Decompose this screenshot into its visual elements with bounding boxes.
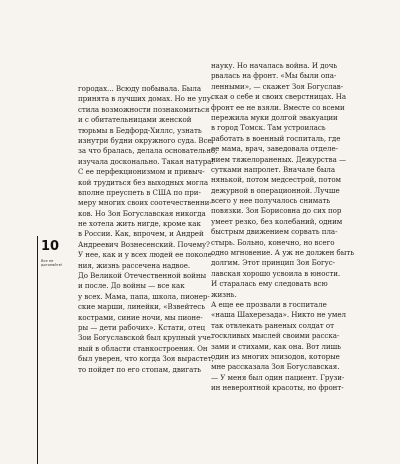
text-line: так отвлекать раненых солдат от [211, 320, 334, 330]
text-line: одно мгновение. А уж не должен быть [211, 248, 355, 258]
text-line: изучала досконально. Такая натура! [78, 156, 215, 166]
running-head-line: Все не [41, 259, 54, 263]
text-line: ленными», — скажет Зоя Богуслав- [211, 81, 344, 91]
text-line: вполне преуспеть в США по при- [78, 187, 201, 197]
text-line: умеет резко, без колебаний, одним [211, 216, 343, 226]
text-line: ков. Но Зоя Богуславская никогда [78, 208, 206, 218]
text-line: жизнь. [211, 289, 237, 299]
text-line: рвалась на фронт. «Мы были опа- [211, 71, 337, 81]
page-number: 10 [41, 239, 60, 254]
text-line: долгим. Этот принцип Зоя Богус- [211, 258, 336, 268]
text-line: А еще ее прозвали в госпитале [211, 299, 327, 309]
text-line: не хотела жить нигде, кроме как [78, 219, 201, 229]
text-line: в России. Как, впрочем, и Андрей [78, 229, 204, 239]
text-line: До Великой Отечественной войны [78, 271, 207, 281]
text-line: ры — дети рабочих». Кстати, отец [78, 322, 205, 332]
text-line: у всех. Мама, папа, школа, пионер- [78, 291, 210, 301]
text-line: науку. Но началась война. И дочь [211, 61, 338, 70]
text-line: то пойдет по его стопам, двигать [78, 364, 201, 374]
text-line: кострами, синие ночи, мы пионе- [78, 312, 203, 322]
text-line: в город Томск. Там устроилась [211, 123, 326, 133]
text-line: пережила муки долгой эвакуации [211, 112, 338, 122]
text-line: С ее перфекционизмом и привыч- [78, 167, 205, 177]
running-head [41, 259, 67, 268]
running-head-line: догоняйте! [41, 263, 63, 268]
text-line: меру многих своих соотечественни- [78, 198, 212, 208]
text-line: И старалась ему следовать всю [211, 279, 328, 289]
text-line: ный в области станкостроения. Он [78, 343, 208, 353]
text-line: нием тяжелораненых. Дежурства — [211, 154, 347, 164]
text-line: работать в военный госпиталь, где [211, 133, 341, 143]
text-line: фронт ее не взяли. Вместе со всеми [211, 102, 345, 112]
text-line: один из многих эпизодов, которые [211, 351, 340, 361]
margin-rule [37, 236, 38, 464]
text-line: кой трудиться без выходных могла [78, 177, 209, 187]
text-line: мне рассказала Зоя Богуславская. [211, 362, 340, 372]
text-line: зами и стихами, как она. Вот лишь [211, 341, 341, 351]
text-line: принята в лучших домах. Но не упу- [78, 94, 214, 104]
text-line: стила возможности познакомиться [78, 104, 210, 114]
text-line: и с обитательницами женской [78, 115, 192, 125]
text-line: городах... Всюду побывала. Была [78, 84, 202, 93]
text-line: изнутри будни окружного суда. Все, [78, 135, 214, 145]
text-line: быстрым движением сорвать пла- [211, 227, 338, 237]
text-line: «наша Шахерезада». Никто не умел [211, 310, 346, 320]
text-line: ские марши, линейки, «Взвейтесь [78, 302, 206, 312]
text-line: был уверен, что когда Зоя вырастет, [78, 354, 214, 364]
text-line: нянькой, потом медсестрой, потом [211, 175, 342, 185]
text-line: лавская хорошо усвоила в юности. [211, 268, 341, 278]
right-text-column [211, 61, 359, 394]
text-line: Зои Богуславской был крупный уче- [78, 333, 214, 343]
text-line: стырь. Больно, конечно, но всего [211, 237, 335, 247]
text-line: У нее, как и у всех людей ее поколе- [78, 250, 215, 260]
text-line: Андреевич Вознесенский. Почему? [78, 239, 210, 249]
text-line: ее мама, врач, заведовала отделе- [211, 144, 338, 154]
text-line: тоскливых мыслей своими расска- [211, 331, 340, 341]
text-line: ин невероятной красоты, но фронт- [211, 383, 344, 393]
text-line: ская о себе и своих сверстницах. На [211, 92, 347, 102]
left-text-column [78, 84, 218, 375]
text-line: за что бралась, делала основательно, [78, 146, 218, 156]
text-line: — У меня был один пациент. Грузи- [211, 372, 345, 382]
text-line: сутками напролет. Вначале была [211, 164, 336, 174]
text-line: дежурной в операционной. Лучше [211, 185, 340, 195]
text-line: ния, жизнь рассечена надвое. [78, 260, 191, 270]
text-line: повязки. Зоя Борисовна до сих пор [211, 206, 342, 216]
text-line: всего у нее получалось снимать [211, 196, 331, 206]
text-line: тюрьмы в Бедфорд-Хиллс, узнать [78, 125, 202, 135]
text-line: и после. До войны — все как [78, 281, 185, 291]
